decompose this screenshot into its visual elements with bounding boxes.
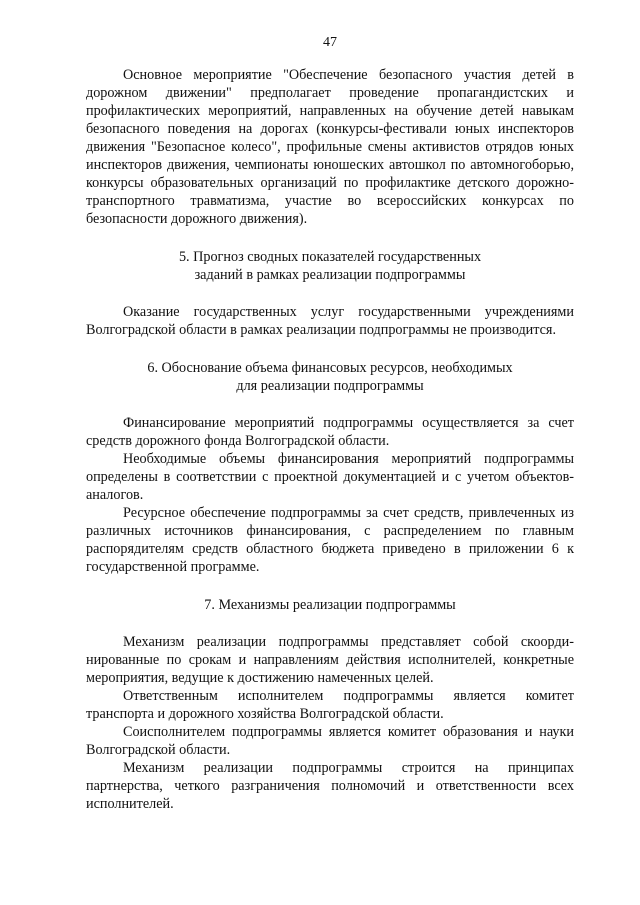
section6-paragraph-3: Ресурсное обеспечение подпрограммы за счет средств, привлеченных из различных источников финансирования, с распределением по главным распорядителям средств областного бюджета приведено в приложении 6 к государственной программе.	[86, 505, 574, 575]
section5-title	[86, 248, 574, 284]
section7-paragraph-3: Соисполнителем подпрограммы является комитет образования и науки Волгоградской области.	[86, 724, 574, 758]
section5-title-line2: заданий в рамках реализации подпрограммы	[194, 267, 466, 283]
section5-paragraph: Оказание государственных услуг государственными учреждениями Волгоградской области в рамках реализации подпрограммы не производится.	[86, 304, 574, 338]
section7-paragraph-4: Механизм реализации подпрограммы строится на принципах партнерства, четкого разграничения полномочий и ответственности всех исполнителей.	[86, 760, 574, 812]
section5-title-line1: 5. Прогноз сводных показателей государственных	[178, 249, 482, 265]
section7-title: 7. Механизмы реализации подпрограммы	[204, 597, 456, 613]
section6-paragraph-1: Финансирование мероприятий подпрограммы осуществляется за счет средств дорожного фонда Волгоградской области.	[86, 415, 574, 449]
section6-title-line1: 6. Обоснование объема финансовых ресурсов, необходимых	[147, 360, 513, 376]
page-number: 47	[323, 35, 337, 50]
document-page	[86, 34, 574, 813]
section6-title-line2: для реализации подпрограммы	[236, 378, 424, 394]
section7-paragraph-2: Ответственным исполнителем подпрограммы является комитет транспорта и дорожного хозяйства Волгоградской области.	[86, 688, 574, 722]
section7-paragraph-1: Механизм реализации подпрограммы представляет собой скоординированные по срокам и направлениям действия исполнителей, конкретные мероприятия, ведущие к достижению намеченных целей.	[86, 634, 574, 686]
section6-paragraph-2: Необходимые объемы финансирования мероприятий подпрограммы определены в соответствии с проектной документацией и с учетом объектов-аналогов.	[86, 451, 574, 503]
intro-paragraph: Основное мероприятие "Обеспечение безопасного участия детей в дорожном движении" предполагает проведение пропагандистских и профилактических мероприятий, направленных на обучение детей навыкам безопасного поведения на дорогах (конкурсы-фестивали юных инспекторов движения "Безопасное колесо", профильные смены активистов отрядов юных инспекторов движения, чемпионаты юношеских автошкол по автомногоборью, конкурсы образовательных организаций по профилактике детского дорожно-транспортного травматизма, участие во всероссийских конкурсах по безопасности дорожного движения).	[86, 67, 574, 227]
section6-title	[86, 359, 574, 395]
